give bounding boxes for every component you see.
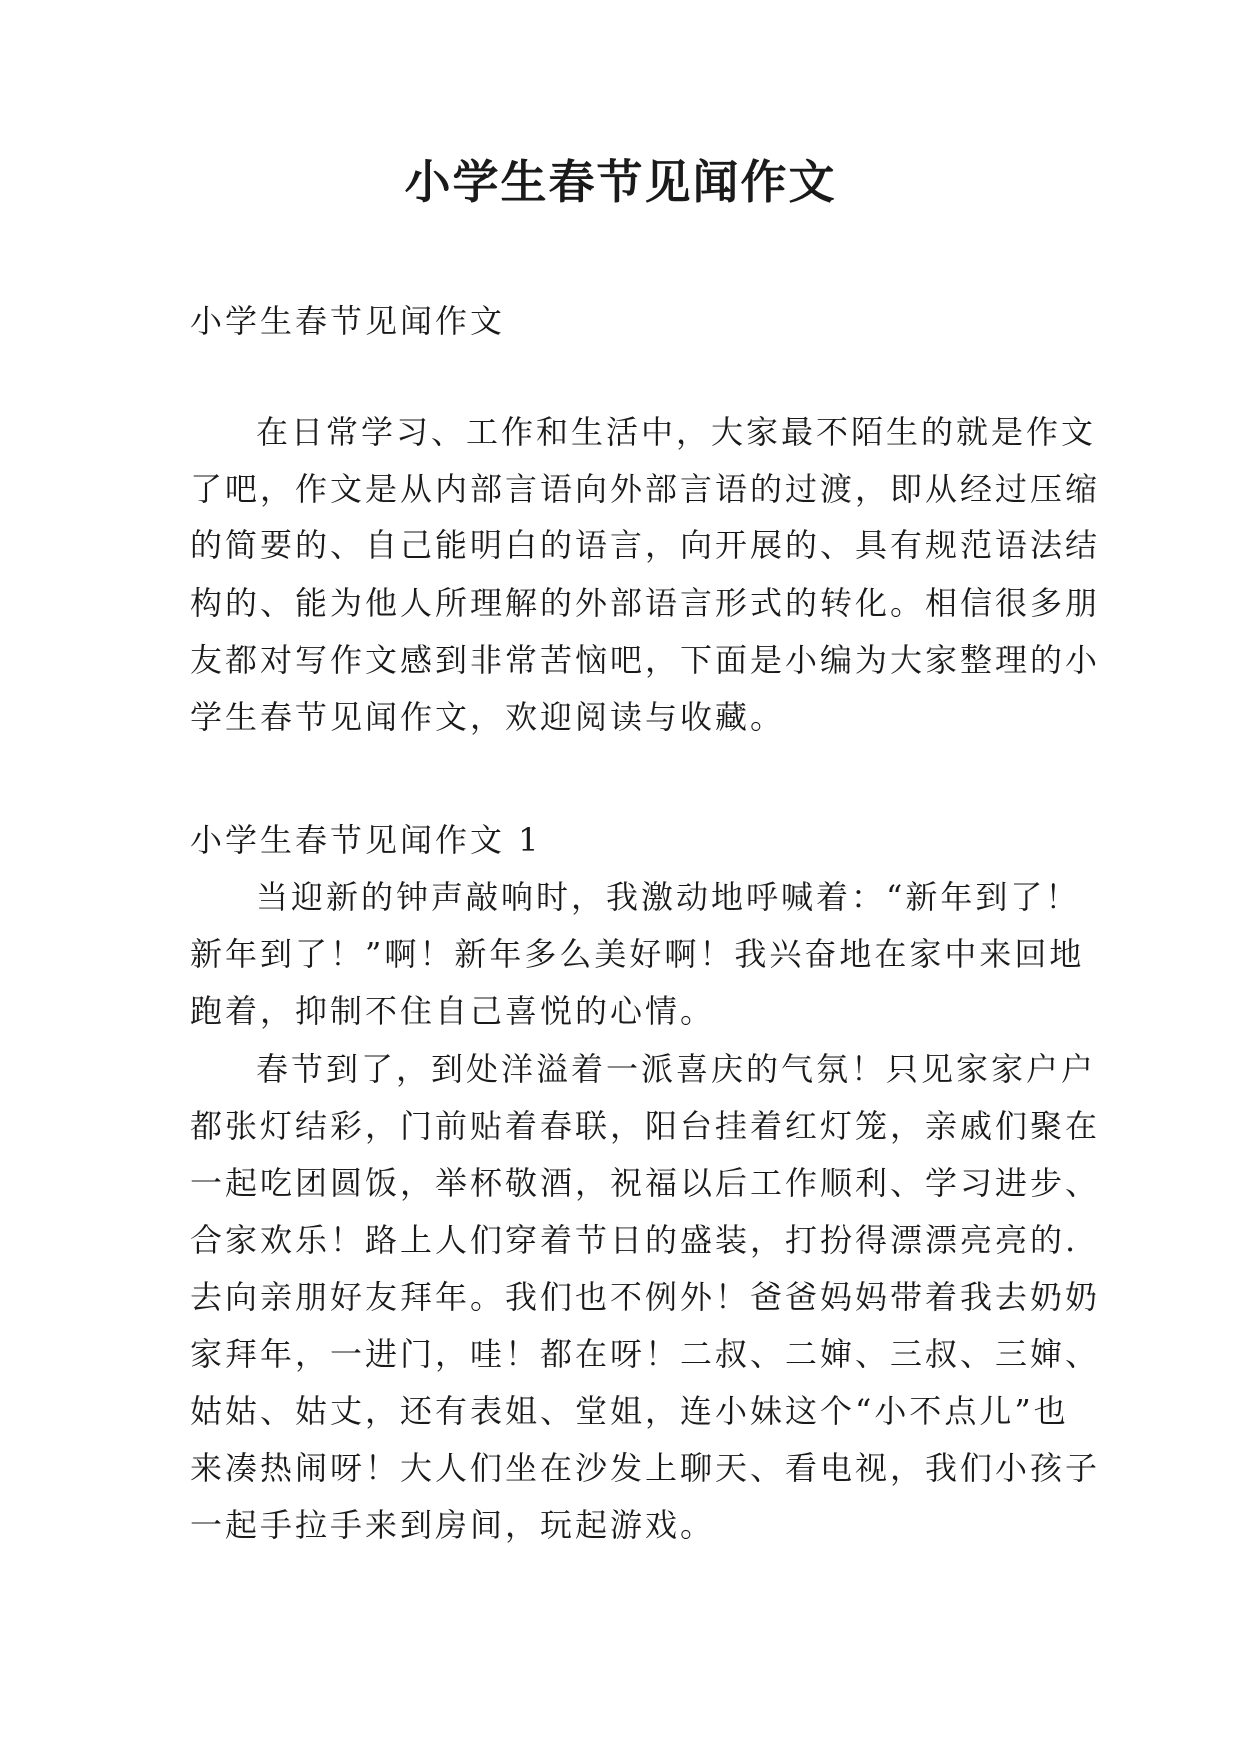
intro-line: 构的、能为他人所理解的外部语言形式的转化。相信很多朋 [190, 584, 1101, 622]
intro-line: 在日常学习、工作和生活中，大家最不陌生的就是作文 [256, 413, 1097, 451]
paragraph-line: 当迎新的钟声敲响时，我激动地呼喊着：“新年到了！ [256, 878, 1081, 916]
document-subtitle: 小学生春节见闻作文 [190, 302, 506, 340]
paragraph-line: 春节到了，到处洋溢着一派喜庆的气氛！只见家家户户 [256, 1050, 1097, 1088]
intro-line: 的简要的、自己能明白的语言，向开展的、具有规范语法结 [190, 526, 1101, 564]
intro-line: 学生春节见闻作文，欢迎阅读与收藏。 [190, 698, 786, 736]
paragraph-line: 都张灯结彩，门前贴着春联，阳台挂着红灯笼，亲戚们聚在 [190, 1107, 1101, 1145]
paragraph-line: 跑着，抑制不住自己喜悦的心情。 [190, 992, 716, 1030]
intro-line: 友都对写作文感到非常苦恼吧，下面是小编为大家整理的小 [190, 641, 1101, 679]
paragraph-line: 合家欢乐！路上人们穿着节日的盛装，打扮得漂漂亮亮的. [190, 1221, 1079, 1259]
paragraph-line: 姑姑、姑丈，还有表姐、堂姐，连小妹这个“小不点儿”也 [190, 1392, 1069, 1430]
paragraph-line: 来凑热闹呀！大人们坐在沙发上聊天、看电视，我们小孩子 [190, 1449, 1101, 1487]
document-title: 小学生春节见闻作文 [404, 155, 837, 209]
paragraph-line: 一起吃团圆饭，举杯敬酒，祝福以后工作顺利、学习进步、 [190, 1164, 1101, 1202]
paragraph-line: 家拜年，一进门，哇！都在呀！二叔、二婶、三叔、三婶、 [190, 1335, 1101, 1373]
paragraph-line: 去向亲朋好友拜年。我们也不例外！爸爸妈妈带着我去奶奶 [190, 1278, 1101, 1316]
paragraph-line: 一起手拉手来到房间，玩起游戏。 [190, 1506, 716, 1544]
section-heading: 小学生春节见闻作文 1 [190, 821, 542, 859]
intro-line: 了吧，作文是从内部言语向外部言语的过渡，即从经过压缩 [190, 470, 1101, 508]
paragraph-line: 新年到了！”啊！新年多么美好啊！我兴奋地在家中来回地 [190, 935, 1085, 973]
